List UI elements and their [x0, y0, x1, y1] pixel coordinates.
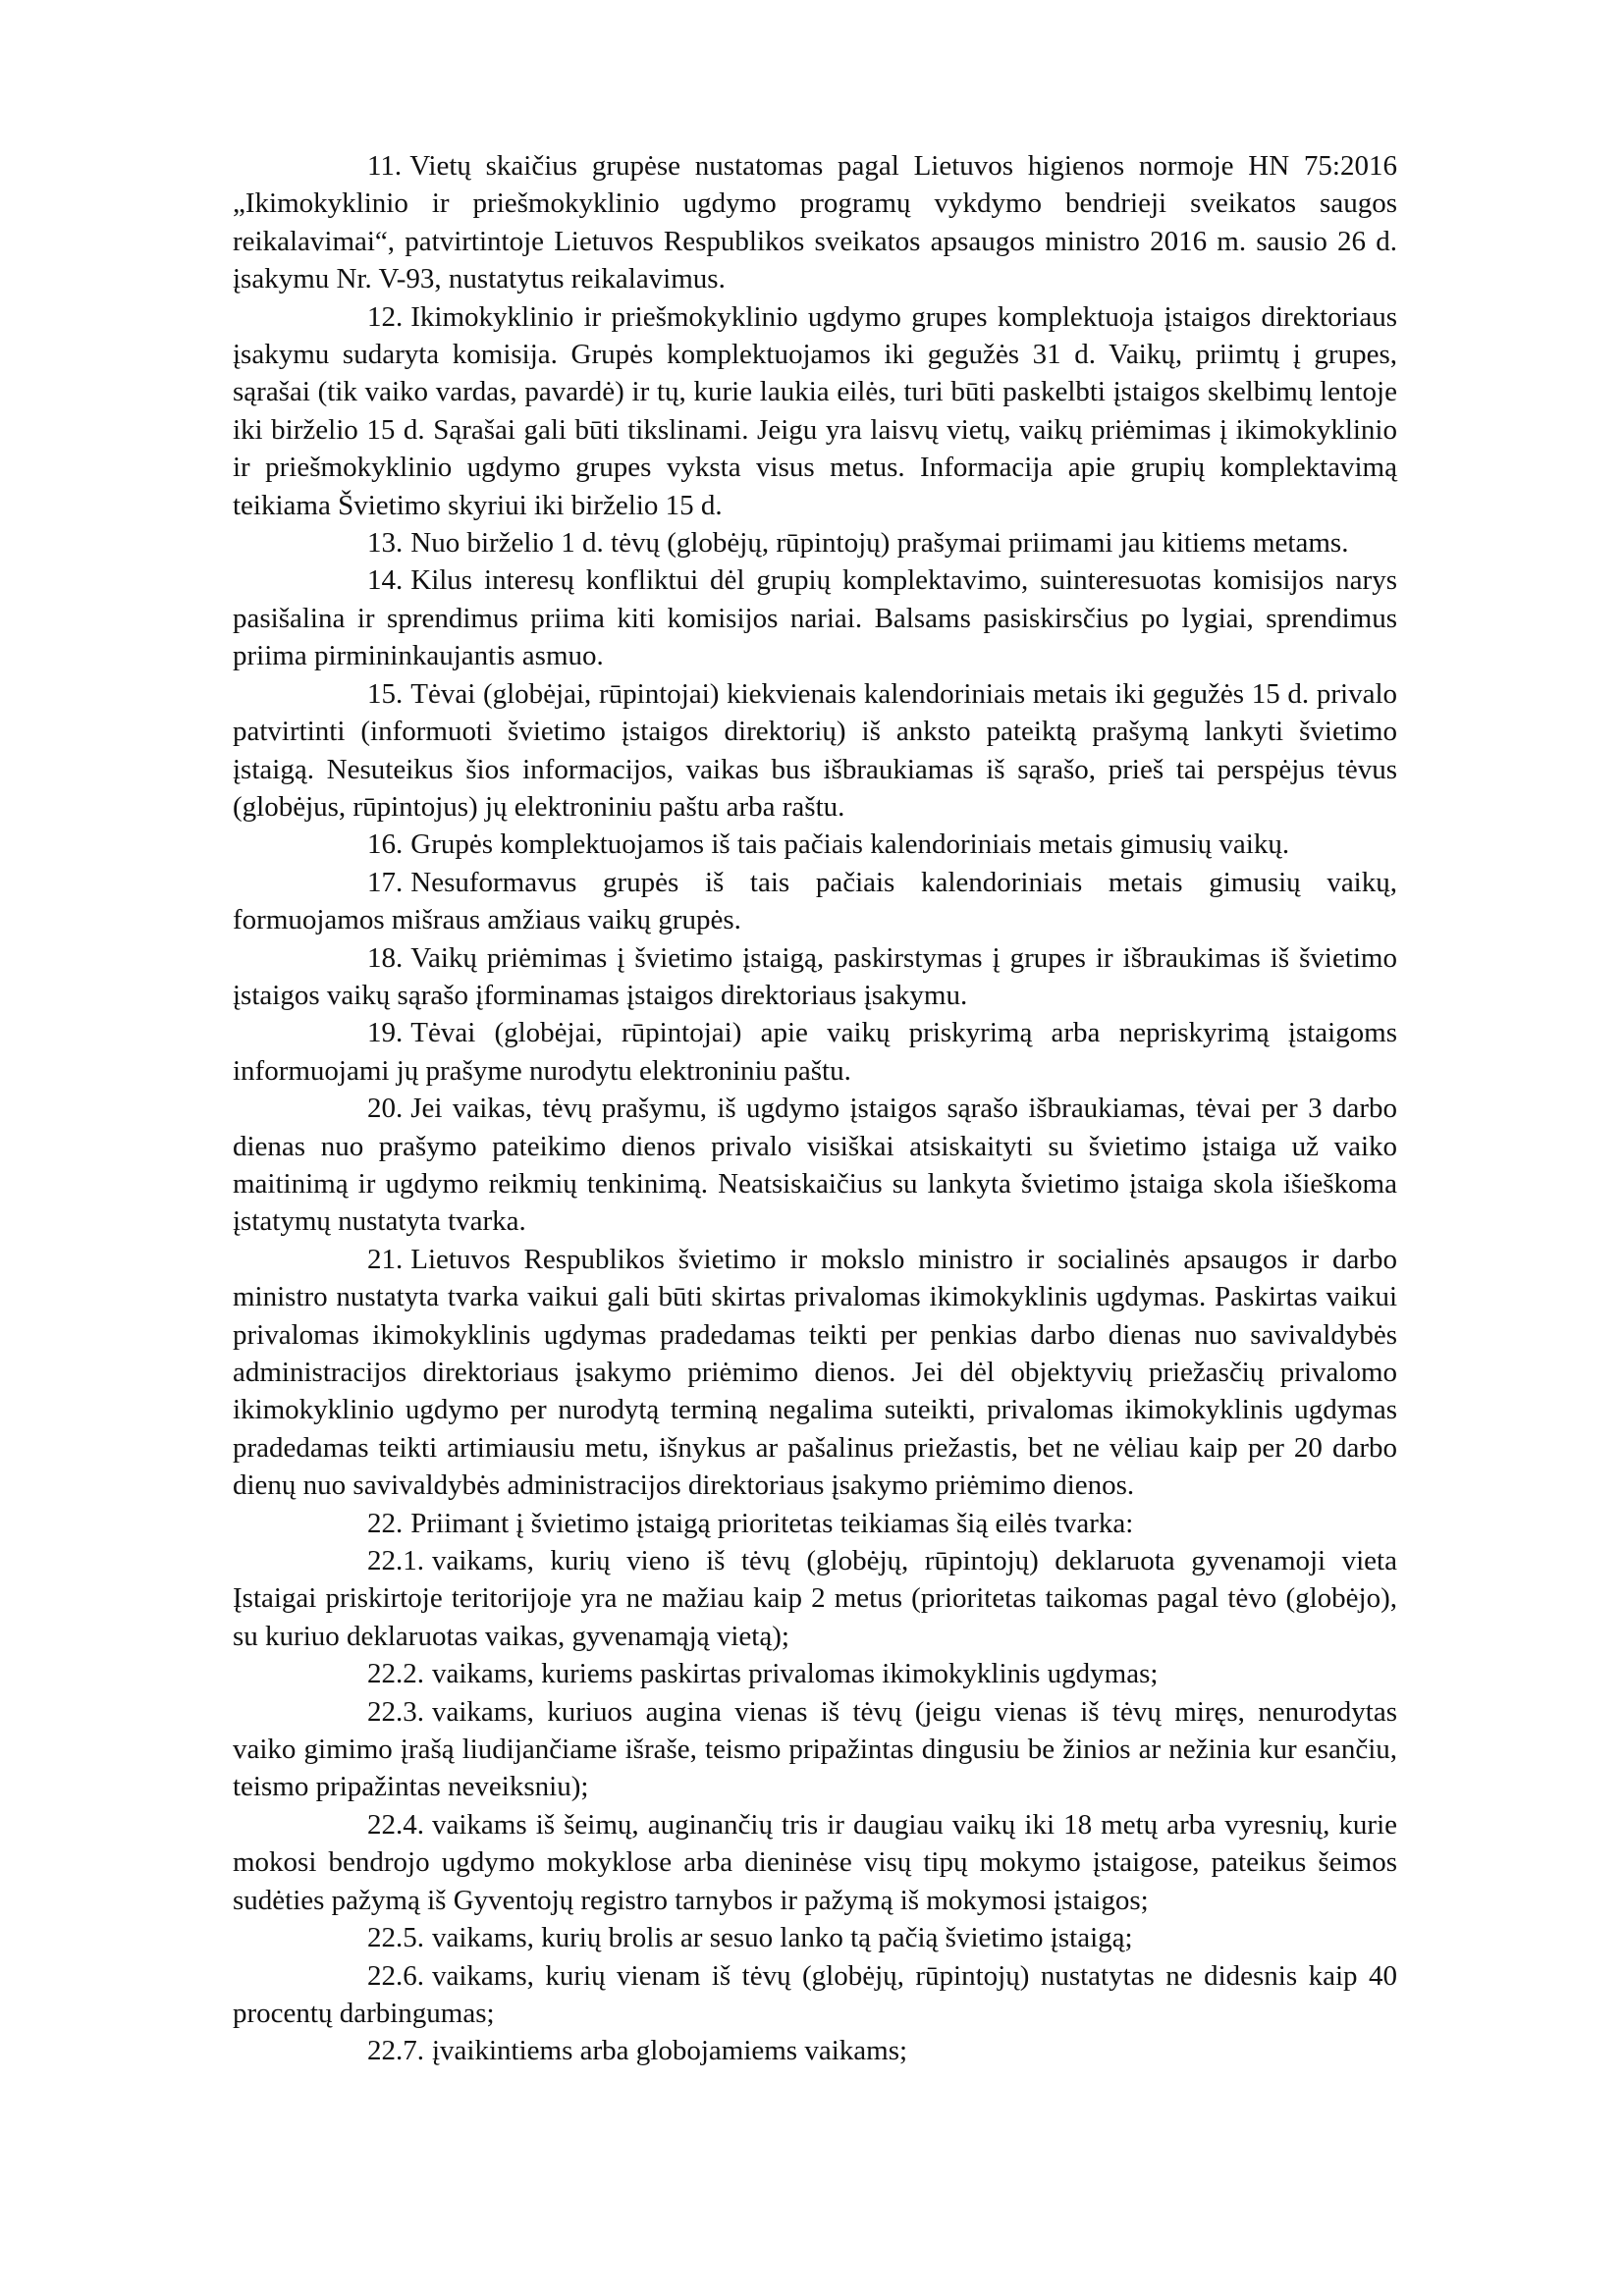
paragraph-17: [233, 864, 1397, 939]
paragraph-number: 18.: [367, 941, 404, 974]
document-page: [233, 147, 1397, 2070]
paragraph-number: 22.7.: [367, 2035, 424, 2067]
paragraph-15: [233, 675, 1397, 827]
paragraph-18: [233, 939, 1397, 1015]
paragraph-text: Grupės komplektuojamos iš tais pačiais kalendoriniais metais gimusių vaikų.: [410, 828, 1290, 861]
paragraph-number: 22.: [367, 1507, 404, 1539]
paragraph-number: 13.: [367, 527, 404, 560]
paragraph-22-3: [233, 1693, 1397, 1806]
paragraph-text: Ikimokyklinio ir priešmokyklinio ugdymo grupes komplektuoja įstaigos direktoriaus įsakymu sudaryta komisija. Grupės komplektuojamos iki gegužės 31 d. Vaikų, priimtų į grupes, sąrašai (tik vaiko vardas, pavardė) ir tų, kurie laukia eilės, turi būti paskelbti įstaigos skelbimų lentoje iki birželio 15 d. Sąrašai gali būti tikslinami. Jeigu yra laisvų vietų, vaikų priėmimas į ikimokyklinio ir priešmokyklinio ugdymo grupes vyksta visus metus. Informacija apie grupių komplektavimą teikiama Švietimo skyriui iki birželio 15 d.: [233, 300, 1397, 521]
paragraph-number: 15.: [367, 677, 404, 710]
paragraph-number: 16.: [367, 828, 404, 861]
paragraph-22-7: [233, 2032, 1397, 2069]
paragraph-22-4: [233, 1806, 1397, 1919]
paragraph-11: [233, 147, 1397, 298]
paragraph-12: [233, 298, 1397, 524]
paragraph-number: 22.6.: [367, 1959, 424, 1992]
paragraph-number: 22.4.: [367, 1808, 424, 1841]
paragraph-number: 11.: [367, 150, 403, 182]
paragraph-text: vaikams iš šeimų, auginančių tris ir daugiau vaikų iki 18 metų arba vyresnių, kurie mokosi bendrojo ugdymo mokyklose arba dieninėse visų tipų mokymo įstaigose, pateikus šeimos sudėties pažymą iš Gyventojų registro tarnybos ir pažymą iš mokymosi įstaigos;: [233, 1808, 1397, 1916]
paragraph-text: vaikams, kurių brolis ar sesuo lanko tą pačią švietimo įstaigą;: [432, 1922, 1133, 1954]
paragraph-number: 21.: [367, 1243, 404, 1275]
paragraph-number: 17.: [367, 866, 404, 898]
paragraph-text: Kilus interesų konfliktui dėl grupių komplektavimo, suinteresuotas komisijos narys pasišalina ir sprendimus priima kiti komisijos nariai. Balsams pasiskirsčius po lygiai, sprendimus priima pirmininkaujantis asmuo.: [233, 564, 1397, 672]
paragraph-text: Jei vaikas, tėvų prašymu, iš ugdymo įstaigos sąrašo išbraukiamas, tėvai per 3 darbo dienas nuo prašymo pateikimo dienos privalo visiškai atsiskaityti su švietimo įstaiga už vaiko maitinimą ir ugdymo reikmių tenkinimą. Neatsiskaičius su lankyta švietimo įstaiga skola išieškoma įstatymų nustatyta tvarka.: [233, 1093, 1397, 1238]
paragraph-number: 14.: [367, 564, 404, 597]
paragraph-text: įvaikintiems arba globojamiems vaikams;: [432, 2035, 908, 2067]
paragraph-text: Vaikų priėmimas į švietimo įstaigą, paskirstymas į grupes ir išbraukimas iš švietimo įstaigos vaikų sąrašo įforminamas įstaigos direktoriaus įsakymu.: [233, 941, 1397, 1011]
paragraph-22-6: [233, 1957, 1397, 2033]
paragraph-text: vaikams, kurių vieno iš tėvų (globėjų, rūpintojų) deklaruota gyvenamoji vieta Įstaigai priskirtoje teritorijoje yra ne mažiau kaip 2 metus (prioritetas taikomas pagal tėvo (globėjo), su kuriuo deklaruotas vaikas, gyvenamąją vietą);: [233, 1545, 1397, 1652]
paragraph-text: vaikams, kuriems paskirtas privalomas ikimokyklinis ugdymas;: [432, 1658, 1159, 1690]
paragraph-14: [233, 561, 1397, 674]
paragraph-number: 22.5.: [367, 1922, 424, 1954]
paragraph-22-5: [233, 1919, 1397, 1956]
paragraph-text: Tėvai (globėjai, rūpintojai) kiekvienais kalendoriniais metais iki gegužės 15 d. privalo patvirtinti (informuoti švietimo įstaigos direktorių) iš anksto pateiktą prašymą lankyti švietimo įstaigą. Nesuteikus šios informacijos, vaikas bus išbraukiamas iš sąrašo, prieš tai perspėjus tėvus (globėjus, rūpintojus) jų elektroniniu paštu arba raštu.: [233, 677, 1397, 823]
paragraph-number: 22.1.: [367, 1545, 424, 1577]
paragraph-number: 19.: [367, 1017, 404, 1049]
paragraph-22-2: [233, 1655, 1397, 1692]
paragraph-number: 20.: [367, 1093, 404, 1125]
paragraph-text: vaikams, kurių vienam iš tėvų (globėjų, rūpintojų) nustatytas ne didesnis kaip 40 procentų darbingumas;: [233, 1959, 1397, 2029]
paragraph-number: 22.2.: [367, 1658, 424, 1690]
paragraph-22-1: [233, 1542, 1397, 1655]
paragraph-text: Priimant į švietimo įstaigą prioritetas teikiamas šią eilės tvarka:: [410, 1507, 1134, 1539]
paragraph-19: [233, 1014, 1397, 1090]
paragraph-text: Nesuformavus grupės iš tais pačiais kalendoriniais metais gimusių vaikų, formuojamos mišraus amžiaus vaikų grupės.: [233, 866, 1397, 936]
paragraph-text: Nuo birželio 1 d. tėvų (globėjų, rūpintojų) prašymai priimami jau kitiems metams.: [410, 527, 1349, 560]
paragraph-20: [233, 1090, 1397, 1241]
paragraph-16: [233, 826, 1397, 863]
paragraph-21: [233, 1241, 1397, 1505]
paragraph-text: Vietų skaičius grupėse nustatomas pagal Lietuvos higienos normoje HN 75:2016 „Ikimokyklinio ir priešmokyklinio ugdymo programų vykdymo bendrieji sveikatos saugos reikalavimai“, patvirtintoje Lietuvos Respublikos sveikatos apsaugos ministro 2016 m. sausio 26 d. įsakymu Nr. V-93, nustatytus reikalavimus.: [233, 150, 1397, 295]
paragraph-number: 22.3.: [367, 1695, 424, 1728]
paragraph-text: Tėvai (globėjai, rūpintojai) apie vaikų priskyrimą arba nepriskyrimą įstaigoms informuojami jų prašyme nurodytu elektroniniu paštu.: [233, 1017, 1397, 1087]
paragraph-text: vaikams, kuriuos augina vienas iš tėvų (jeigu vienas iš tėvų miręs, nenurodytas vaiko gimimo įrašą liudijančiame išraše, teismo pripažintas dingusiu be žinios ar nežinia kur esančiu, teismo pripažintas neveiksniu);: [233, 1695, 1397, 1803]
paragraph-13: [233, 524, 1397, 561]
paragraph-text: Lietuvos Respublikos švietimo ir mokslo ministro ir socialinės apsaugos ir darbo ministro nustatyta tvarka vaikui gali būti skirtas privalomas ikimokyklinis ugdymas. Paskirtas vaikui privalomas ikimokyklinis ugdymas pradedamas teikti per penkias darbo dienas nuo savivaldybės administracijos direktoriaus įsakymo priėmimo dienos. Jei dėl objektyvių priežasčių privalomo ikimokyklinio ugdymo per nurodytą terminą negalima suteikti, privalomas ikimokyklinis ugdymas pradedamas teikti artimiausiu metu, išnykus ar pašalinus priežastis, bet ne vėliau kaip per 20 darbo dienų nuo savivaldybės administracijos direktoriaus įsakymo priėmimo dienos.: [233, 1243, 1397, 1502]
paragraph-22: [233, 1505, 1397, 1542]
paragraph-number: 12.: [367, 300, 404, 333]
